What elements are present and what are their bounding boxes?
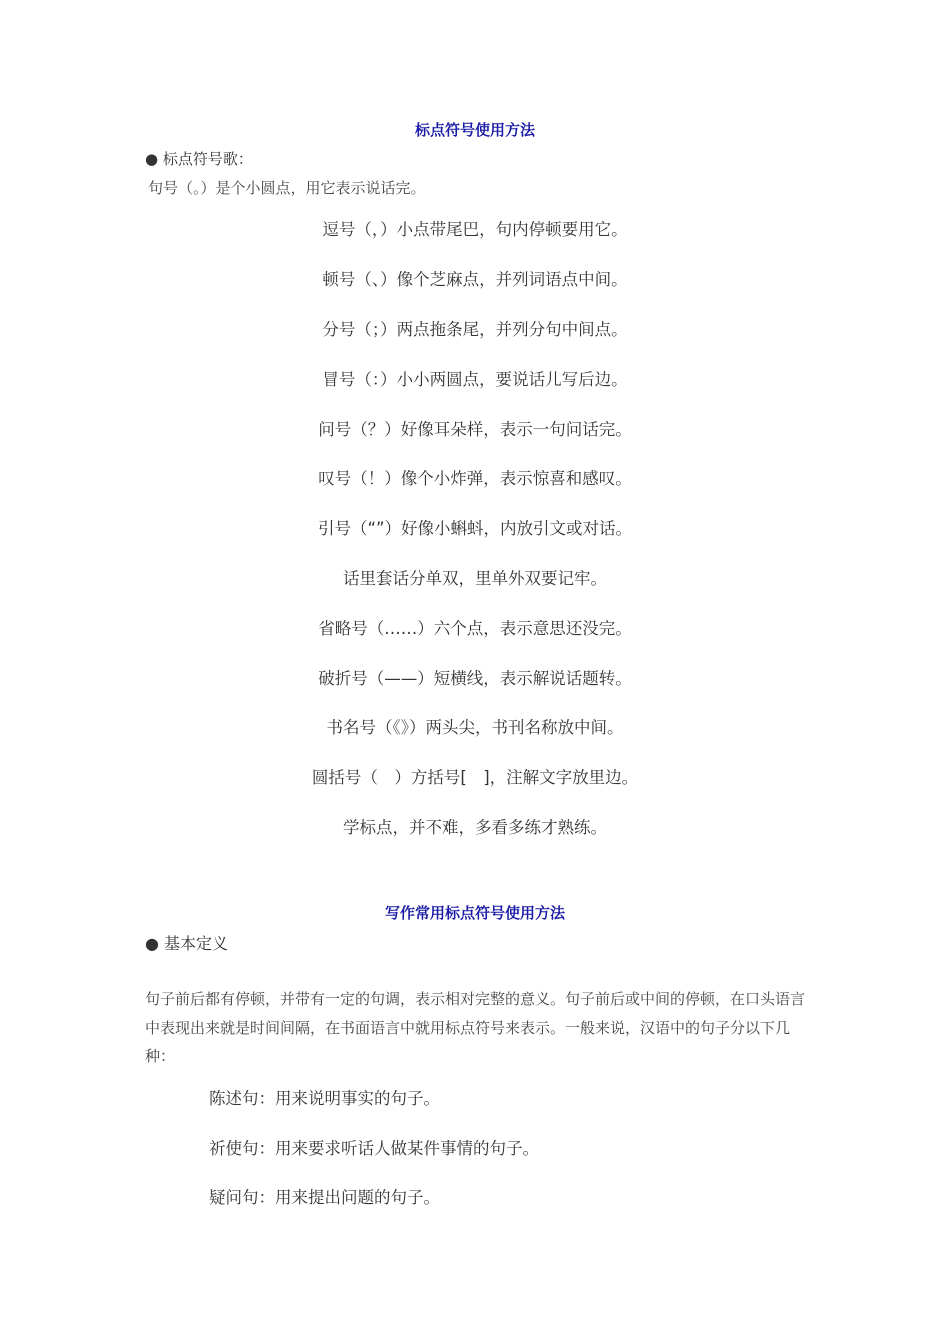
song-line: 顿号（、）像个芝麻点，并列词语点中间。 bbox=[322, 270, 628, 289]
song-line: 圆括号（ ）方括号[ ]，注解文字放里边。 bbox=[311, 768, 639, 787]
section-title-writing: 写作常用标点符号使用方法 bbox=[384, 904, 565, 922]
song-line: 冒号（：）小小两圆点，要说话儿写后边。 bbox=[322, 370, 628, 389]
song-first-line: 句号（。）是个小圆点，用它表示说话完。 bbox=[148, 179, 426, 197]
section-title-punctuation: 标点符号使用方法 bbox=[414, 121, 535, 139]
song-line: 逗号（，）小点带尾巴，句内停顿要用它。 bbox=[322, 220, 628, 239]
bullet-basic-definition: ● 基本定义 bbox=[145, 934, 229, 953]
song-line: 叹号（！）像个小炸弹，表示惊喜和感叹。 bbox=[318, 469, 632, 488]
sentence-type-item: 疑问句：用来提出问题的句子。 bbox=[209, 1188, 440, 1207]
song-line: 话里套话分单双，里单外双要记牢。 bbox=[343, 569, 607, 588]
sentence-type-item: 祈使句：用来要求听话人做某件事情的句子。 bbox=[209, 1139, 539, 1158]
definition-paragraph: 句子前后都有停顿，并带有一定的句调，表示相对完整的意义。句子前后或中间的停顿，在口头语言中表现出来就是时间间隔，在书面语言中就用标点符号来表示。一般来说，汉语中的句子分以下几种： bbox=[145, 990, 806, 1065]
song-line: 引号（“”）好像小蝌蚪，内放引文或对话。 bbox=[317, 519, 633, 538]
song-line: 破折号（——）短横线，表示解说话题转。 bbox=[318, 669, 632, 688]
sentence-type-item: 陈述句：用来说明事实的句子。 bbox=[209, 1089, 440, 1108]
song-line: 问号（？）好像耳朵样，表示一句问话完。 bbox=[318, 420, 632, 439]
song-line: 省略号（……）六个点，表示意思还没完。 bbox=[318, 619, 632, 638]
song-line: 书名号（《》）两头尖，书刊名称放中间。 bbox=[326, 718, 624, 737]
bullet-punctuation-song: ● 标点符号歌： bbox=[145, 150, 253, 168]
song-line: 学标点，并不难，多看多练才熟练。 bbox=[343, 818, 607, 837]
song-line: 分号（；）两点拖条尾，并列分句中间点。 bbox=[322, 320, 628, 339]
